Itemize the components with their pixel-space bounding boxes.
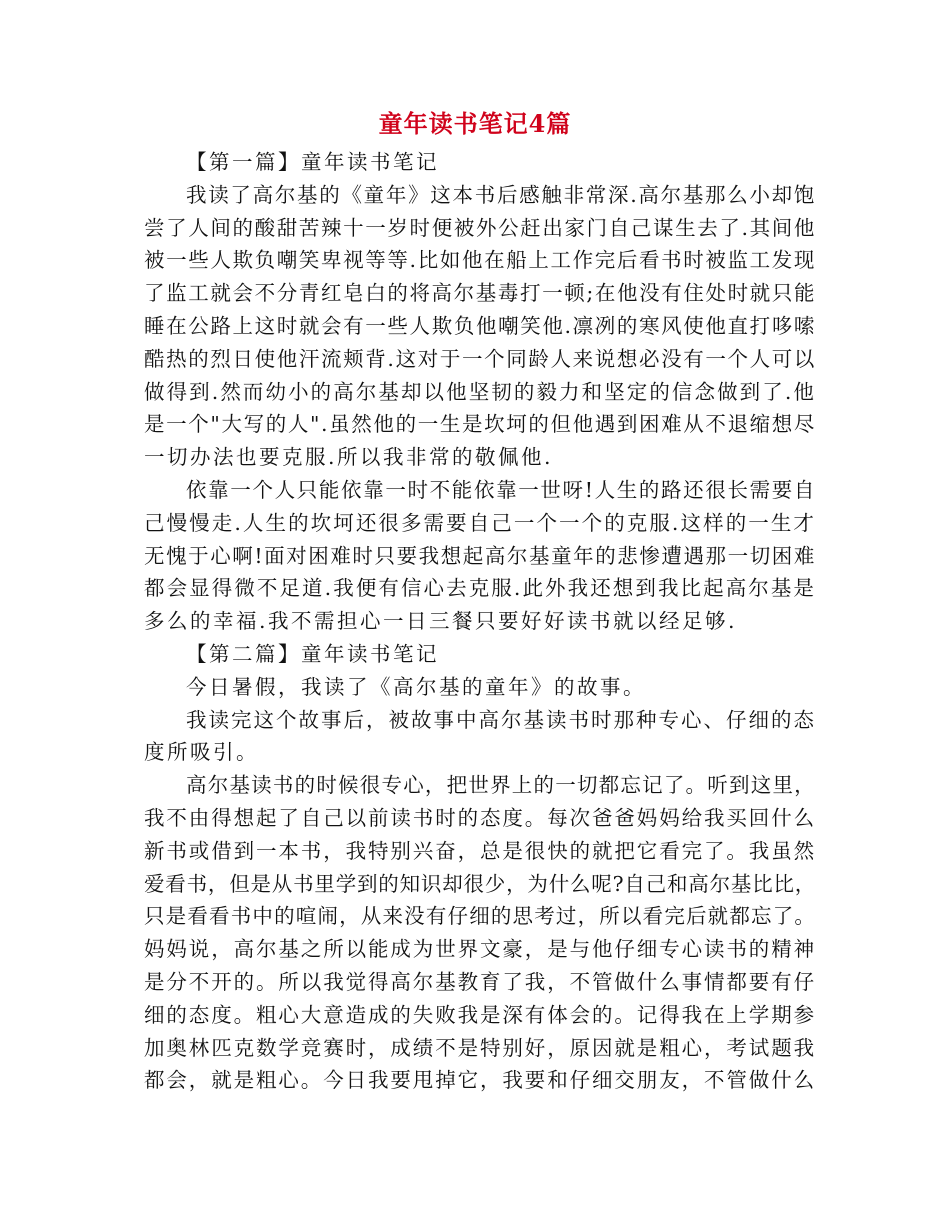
section-heading: 【第二篇】童年读书笔记 <box>186 641 439 666</box>
text-line: 只是看看书中的喧闹，从来没有仔细的思考过，所以看完后就都忘了。 <box>144 904 817 929</box>
text-line: 妈妈说，高尔基之所以能成为世界文豪，是与他仔细专心读书的精神 <box>144 937 816 962</box>
text-line: 细的态度。粗心大意造成的失败我是深有体会的。记得我在上学期参 <box>144 1002 816 1027</box>
text-line: 依靠一个人只能依靠一时不能依靠一世呀!人生的路还很长需要自 <box>186 477 817 502</box>
text-line: 度所吸引。 <box>144 740 259 765</box>
text-line: 被一些人欺负嘲笑卑视等等.比如他在船上工作完后看书时被监工发现 <box>144 248 817 273</box>
text-line: 了监工就会不分青红皂白的将高尔基毒打一顿;在他没有住处时就只能 <box>144 281 817 306</box>
text-line: 加奥林匹克数学竞赛时，成绩不是特别好，原因就是粗心，考试题我 <box>144 1035 816 1060</box>
text-line: 我读了高尔基的《童年》这本书后感触非常深.高尔基那么小却饱 <box>186 182 817 207</box>
text-line: 高尔基读书的时候很专心，把世界上的一切都忘记了。听到这里， <box>186 773 816 798</box>
text-line: 多么的幸福.我不需担心一日三餐只要好好读书就以经足够. <box>144 609 738 634</box>
text-line: 己慢慢走.人生的坎坷还很多需要自己一个一个的克服.这样的一生才 <box>144 510 817 535</box>
document-body <box>144 146 816 1097</box>
text-line: 酷热的烈日使他汗流颊背.这对于一个同龄人来说想必没有一个人可以 <box>144 346 817 371</box>
text-line: 一切办法也要克服.所以我非常的敬佩他. <box>144 445 554 470</box>
text-line: 我不由得想起了自己以前读书时的态度。每次爸爸妈妈给我买回什么 <box>144 805 816 830</box>
text-line: 是分不开的。所以我觉得高尔基教育了我，不管做什么事情都要有仔 <box>144 969 816 994</box>
section-heading: 【第一篇】童年读书笔记 <box>186 150 439 174</box>
text-line: 尝了人间的酸甜苦辣十一岁时便被外公赶出家门自己谋生去了.其间他 <box>144 215 817 240</box>
document-title: 童年读书笔记4篇 <box>378 109 572 138</box>
text-line: 都会显得微不足道.我便有信心去克服.此外我还想到我比起高尔基是 <box>144 576 817 601</box>
text-line: 做得到.然而幼小的高尔基却以他坚韧的毅力和坚定的信念做到了.他 <box>144 379 817 404</box>
text-line: 睡在公路上这时就会有一些人欺负他嘲笑他.凛冽的寒风使他直打哆嗦 <box>144 313 817 338</box>
text-line: 都会，就是粗心。今日我要甩掉它，我要和仔细交朋友，不管做什么 <box>144 1068 816 1093</box>
text-line: 我读完这个故事后，被故事中高尔基读书时那种专心、仔细的态 <box>186 707 816 732</box>
text-line: 新书或借到一本书，我特别兴奋，总是很快的就把它看完了。我虽然 <box>144 838 816 863</box>
text-line: 爱看书，但是从书里学到的知识却很少，为什么呢?自己和高尔基比比， <box>144 871 817 896</box>
text-line: 今日暑假，我读了《高尔基的童年》的故事。 <box>186 674 646 699</box>
text-line: 无愧于心啊!面对困难时只要我想起高尔基童年的悲惨遭遇那一切困难 <box>144 543 816 568</box>
text-line: 是一个"大写的人".虽然他的一生是坎坷的但他遇到困难从不退缩想尽 <box>144 412 817 437</box>
